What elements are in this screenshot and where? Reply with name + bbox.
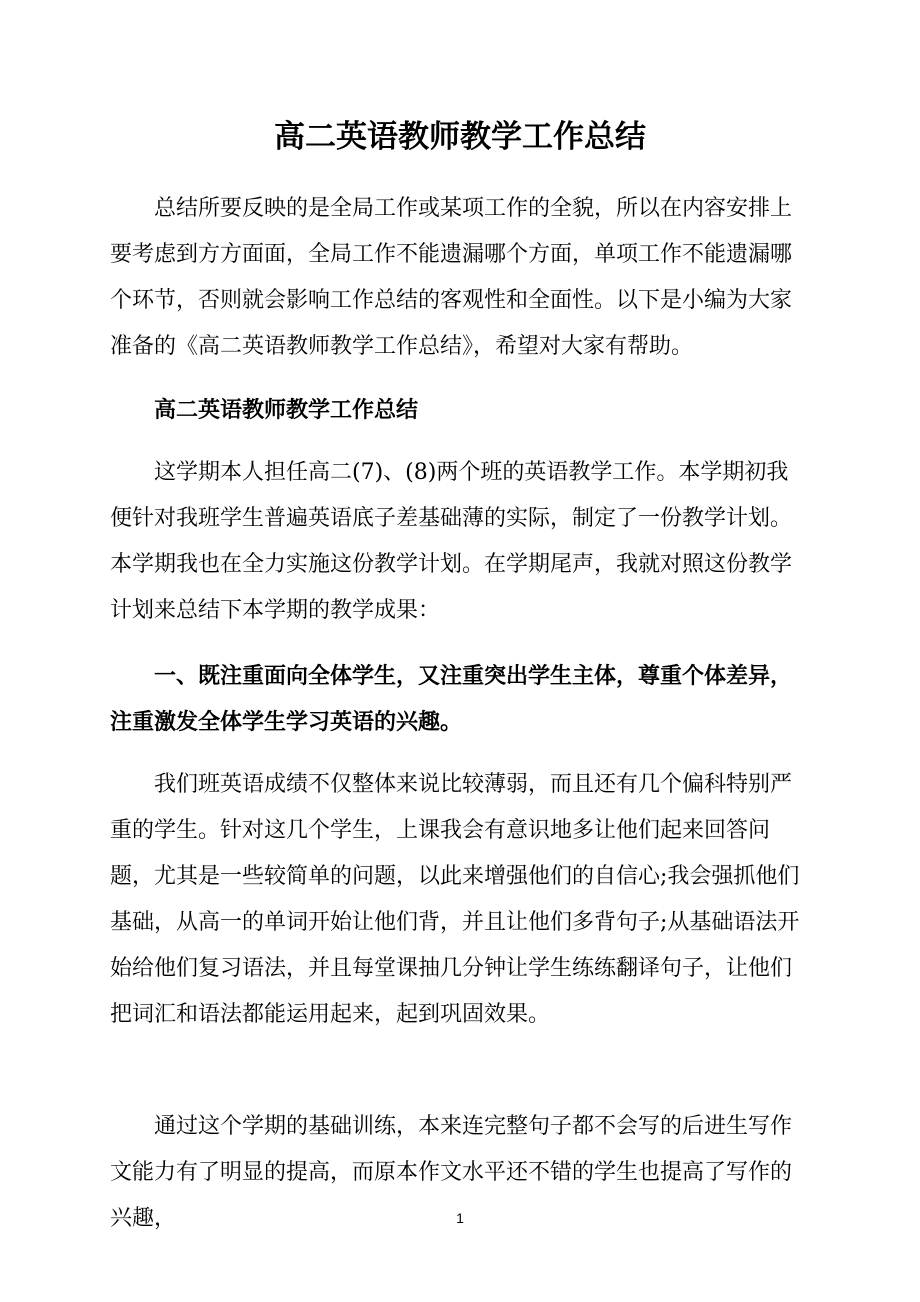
body-paragraph: 我们班英语成绩不仅整体来说比较薄弱，而且还有几个偏科特别严重的学生。针对这几个学生，上课我会有意识地多让他们起来回答问题，尤其是一些较简单的问题，以此来增强他们的自信心;我会强抓他们基础，从高一的单词开始让他们背，并且让他们多背句子;从基础语法开始给他们复习语法，并且每堂课抽几分钟让学生练练翻译句子，让他们把词汇和语法都能运用起来，起到巩固效果。	[110, 772, 800, 1027]
page-number: 1	[456, 1210, 464, 1226]
body-paragraph: 通过这个学期的基础训练，本来连完整句子都不会写的后进生写作文能力有了明显的提高，而原本作文水平还不错的学生也提高了写作的兴趣，	[110, 1114, 793, 1231]
section-heading: 高二英语教师教学工作总结	[154, 398, 419, 423]
body-paragraph: 这学期本人担任高二(7)、(8)两个班的英语教学工作。本学期初我便针对我班学生普遍英语底子差基础薄的实际，制定了一份教学计划。本学期我也在全力实施这份教学计划。在学期尾声，我就对照这份教学计划来总结下本学期的教学成果：	[110, 460, 793, 623]
document-title: 高二英语教师教学工作总结	[274, 119, 646, 155]
intro-paragraph: 总结所要反映的是全局工作或某项工作的全貌，所以在内容安排上要考虑到方方面面，全局工作不能遗漏哪个方面，单项工作不能遗漏哪个环节，否则就会影响工作总结的客观性和全面性。以下是小编为大家准备的《高二英语教师教学工作总结》，希望对大家有帮助。	[110, 196, 793, 359]
subsection-heading: 一、既注重面向全体学生，又注重突出学生主体，尊重个体差异，注重激发全体学生学习英语的兴趣。	[110, 664, 793, 735]
